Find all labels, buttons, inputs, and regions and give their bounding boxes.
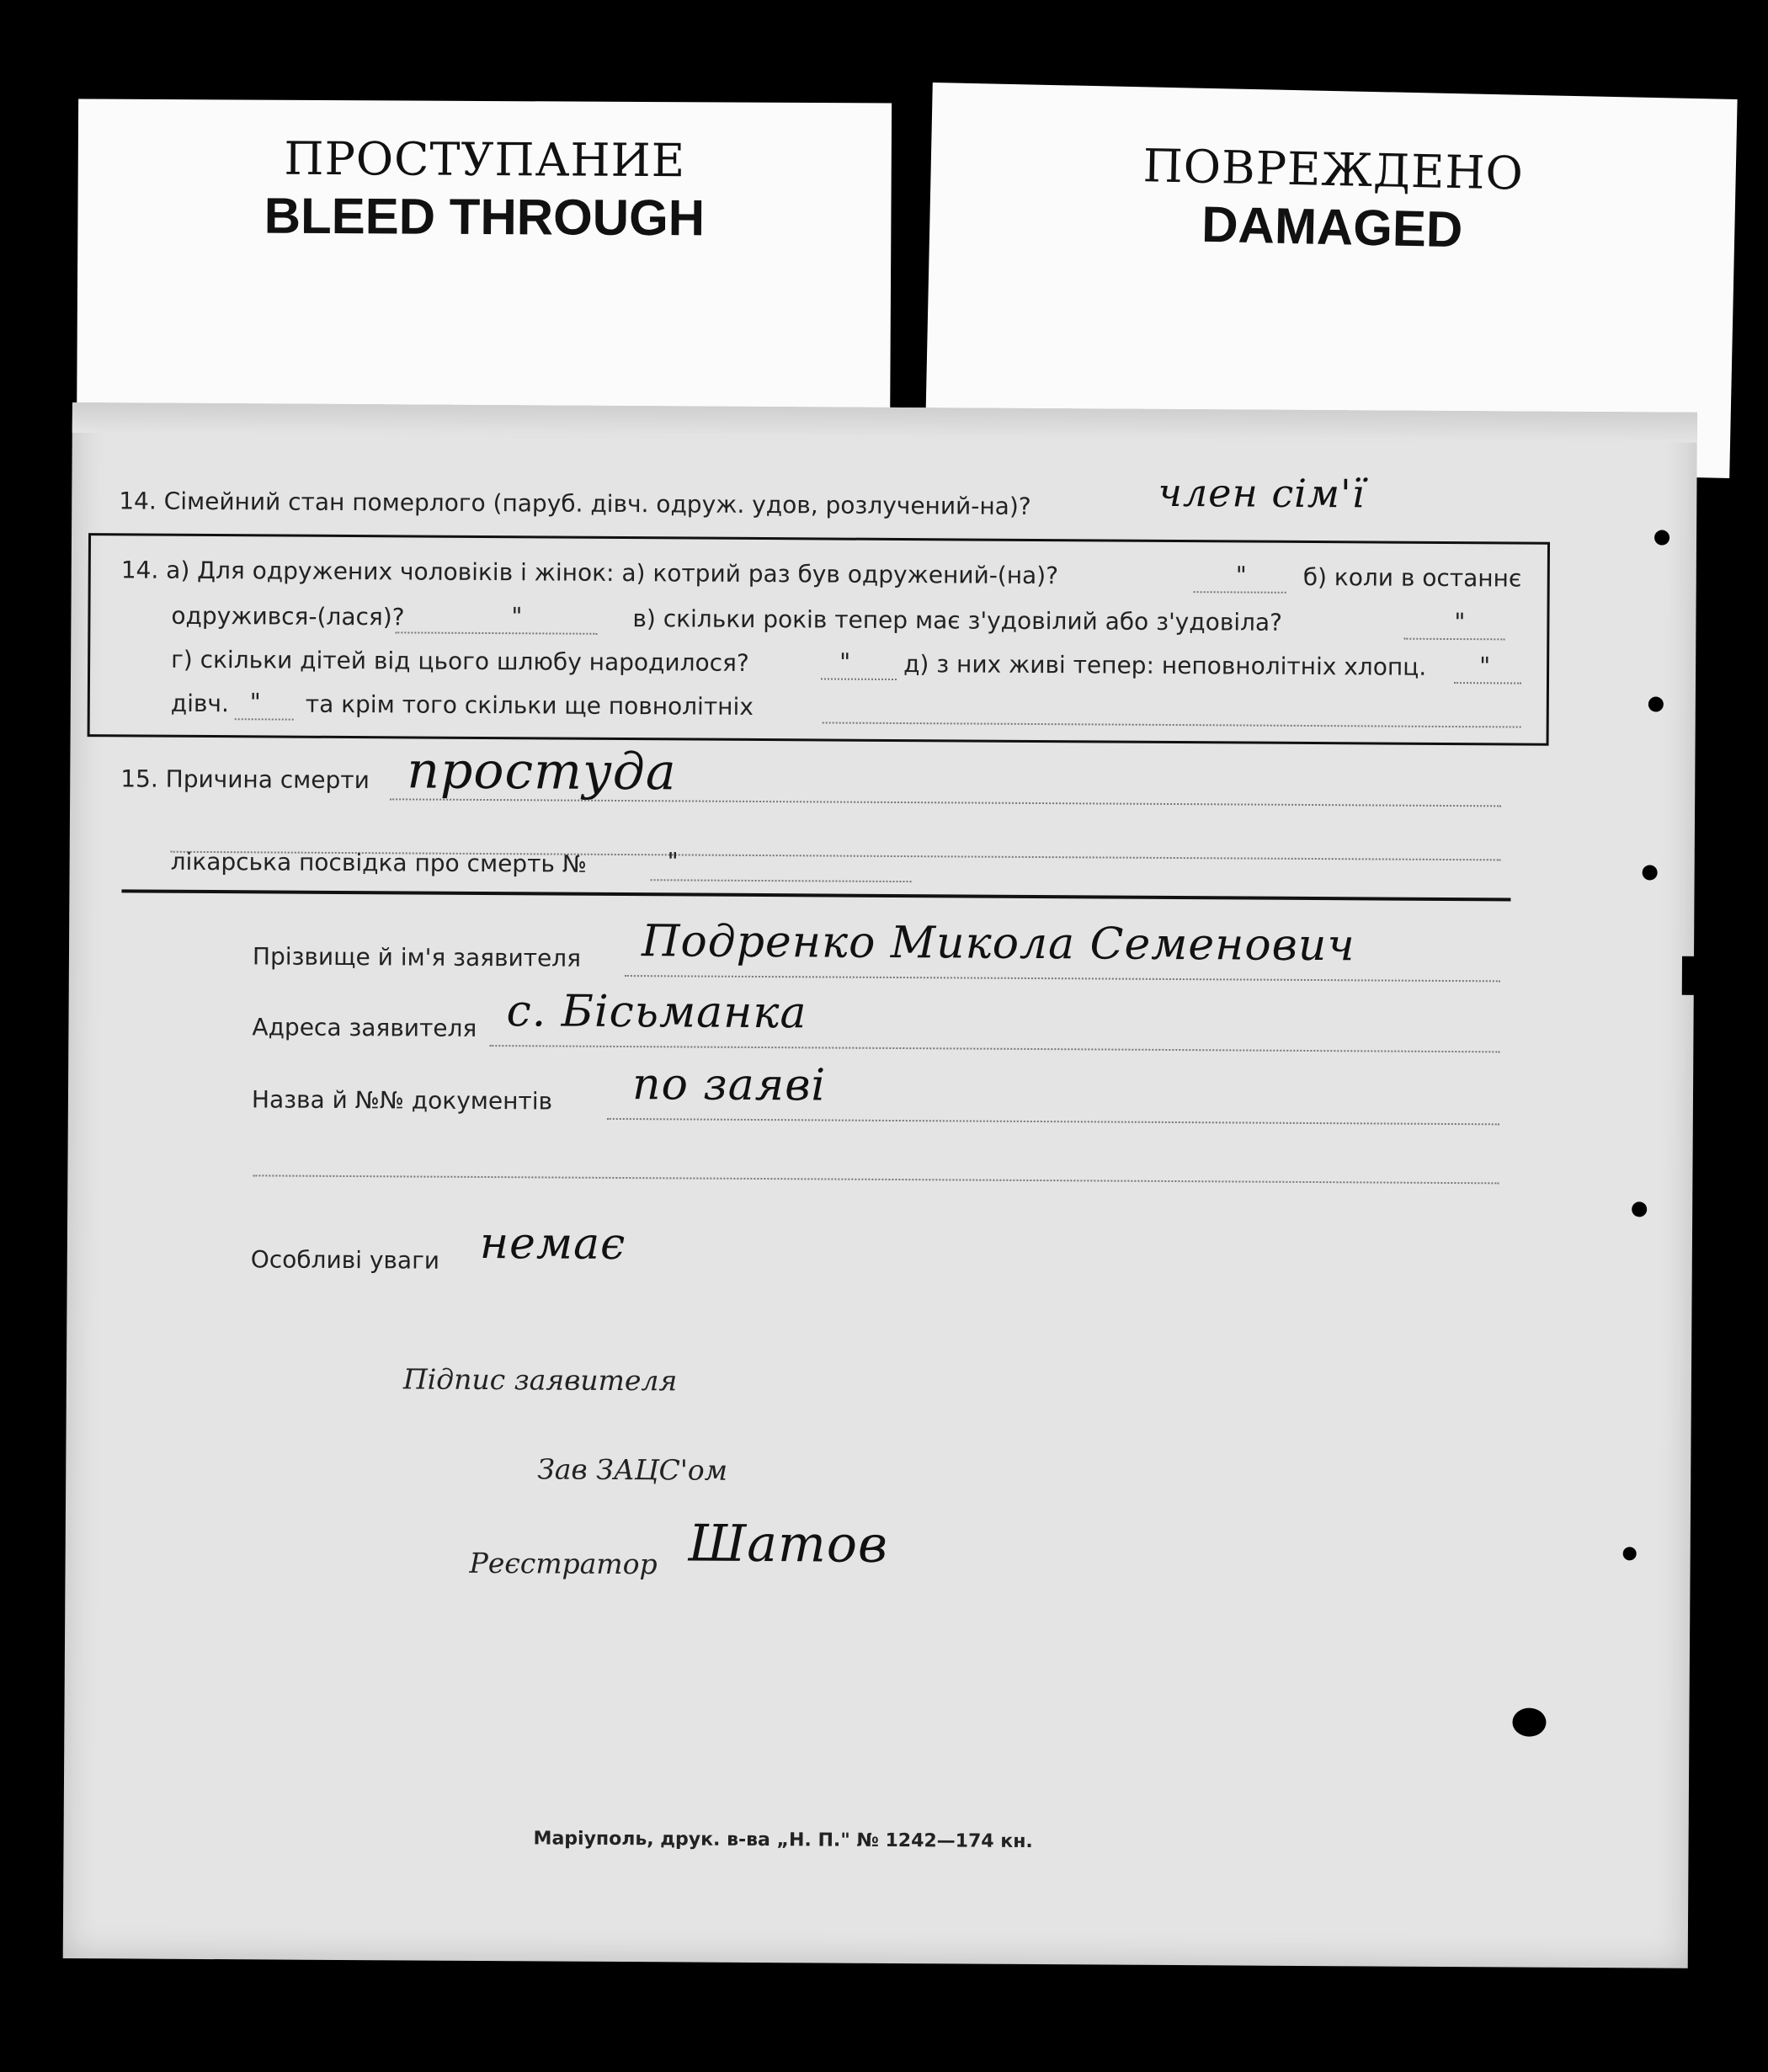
punch-hole [1623,1547,1637,1560]
registrar-signature: Шатов [688,1514,889,1574]
applicant-address-label: Адреса заявителя [252,1013,477,1042]
applicant-address: с. Бісьманка [506,986,807,1039]
documents-label: Назва й №№ документів [251,1085,553,1116]
punch-hole [1632,1201,1647,1217]
bleed-through-ru: ПРОСТУПАНИЕ [284,131,686,188]
q14a-answer3: " [1454,608,1466,637]
applicant-signature-label: Підпис заявителя [402,1362,678,1398]
damaged-ru: ПОВРЕЖДЕНО [1142,139,1525,200]
q14-marital-answer: член сім'ї [1158,469,1366,517]
damaged-en: DAMAGED [1201,195,1463,258]
remarks-label: Особливі уваги [250,1245,440,1275]
q14a-line3a: г) скільки дітей від цього шлюбу народилося? [171,645,749,677]
documents-value: по заяві [631,1059,827,1111]
printer-imprint: Маріуполь, друк. в-ва „Н. П." № 1242—174 кн. [533,1828,1033,1853]
q14a-line2b: в) скільки років тепер має з'удовілий або з'удовіла? [632,605,1283,637]
medical-certificate-label: лікарська посвідка про смерть № [170,847,588,878]
punch-hole [1648,696,1664,711]
q14a-line3b: д) з них живі тепер: неповнолітніх хлопц. [903,650,1427,681]
q14a-answer5: " [1479,652,1491,680]
punch-hole [1643,865,1658,880]
q14a-answer2: " [511,602,523,631]
q14a-line4b: та крім того скільки ще повнолітніх [305,690,754,721]
q14a-line2a: одружився-(лася)? [171,601,405,631]
bleed-through-en: BLEED THROUGH [264,187,706,247]
q14a-answer1: " [1235,561,1247,589]
section-divider [121,889,1510,901]
q14a-box [88,533,1550,746]
medical-certificate-answer: " [667,847,679,876]
applicant-name: Подренко Микола Семенович [641,916,1355,972]
q14a-answer6: " [249,688,261,716]
q15-answer: простуда [407,741,677,802]
remarks-value: немає [479,1217,626,1270]
edge-tear [1682,956,1701,995]
q14a-line4a: дівч. [170,689,230,718]
q15-label: 15. Причина смерти [120,764,370,795]
damage-hole [1512,1707,1546,1736]
q14a-line1b: б) коли в останнє [1302,562,1522,593]
registrar-label: Реєстратор [469,1546,658,1581]
death-record-sheet [63,402,1697,1968]
q14-marital-label: 14. Сімейний стан померлого (паруб. дівч. одруж. удов, розлучений-на)? [119,487,1031,520]
q14a-answer4: " [839,647,851,676]
punch-hole [1654,530,1669,545]
applicant-name-label: Прізвище й ім'я заявителя [252,942,582,972]
q14a-line1: 14. а) Для одружених чоловіків і жінок: а) котрий раз був одружений-(на)? [120,556,1059,590]
head-of-registry-label: Зав ЗАЦС'ом [537,1452,728,1487]
